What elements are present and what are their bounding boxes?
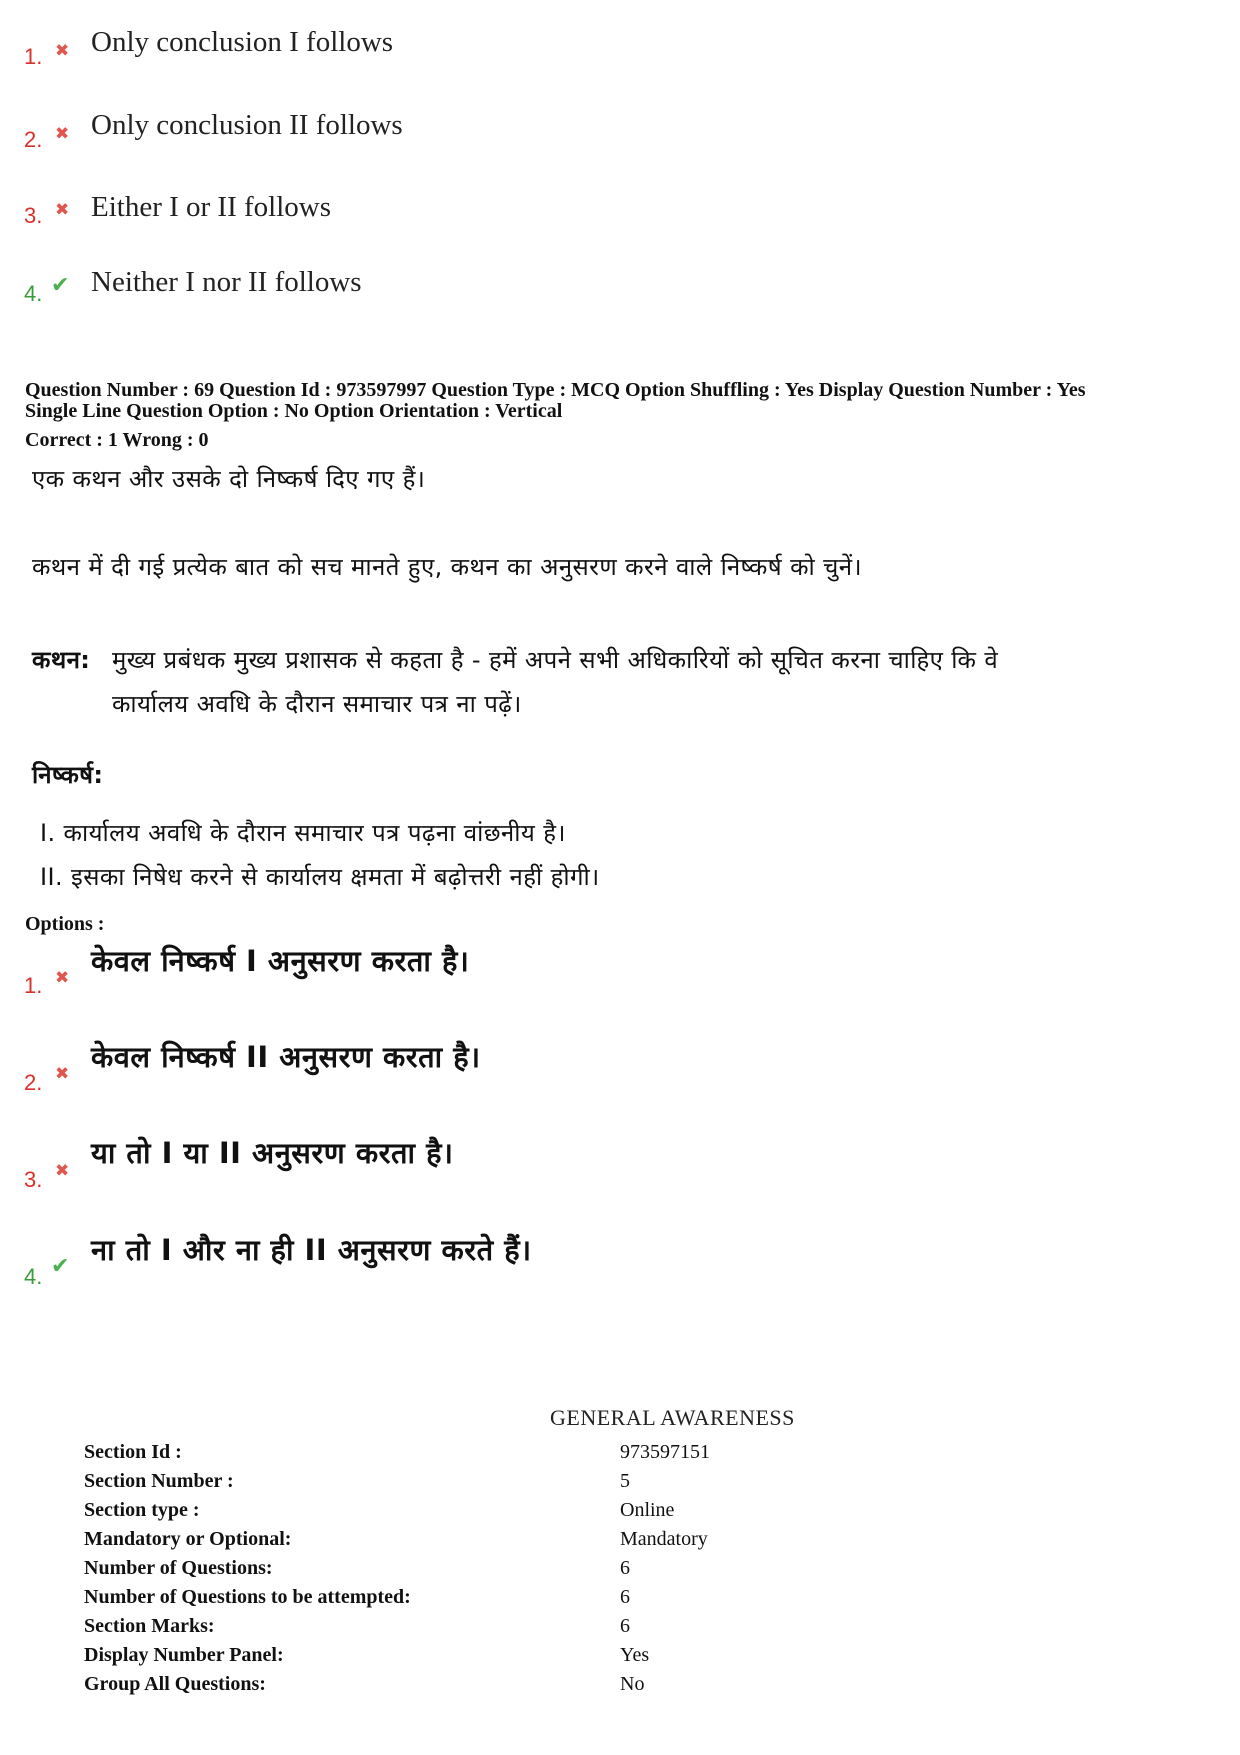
option-number: 1. — [24, 973, 43, 998]
option-text: केवल निष्कर्ष II अनुसरण करता है। — [91, 1040, 481, 1074]
section-key: Section Number : — [84, 1470, 234, 1492]
section-key: Number of Questions: — [84, 1557, 273, 1579]
option-number: 2. — [24, 127, 43, 152]
option-text: ना तो I और ना ही II अनुसरण करते हैं। — [91, 1233, 532, 1267]
section-value: No — [620, 1673, 645, 1695]
statement-label: कथन: — [32, 646, 91, 674]
option-text: या तो I या II अनुसरण करता है। — [91, 1136, 454, 1170]
option-number: 3. — [24, 203, 43, 228]
section-key: Section type : — [84, 1499, 200, 1521]
cross-icon: ✖ — [55, 200, 70, 220]
prev-option-4 — [24, 281, 42, 307]
question-meta-line1: Question Number : 69 Question Id : 973597997 Question Type : MCQ Option Shuffling : Yes Display Question Number : Yes — [25, 379, 1086, 401]
section-key: Group All Questions: — [84, 1673, 266, 1695]
section-value: 6 — [620, 1586, 630, 1608]
question-meta-line2: Single Line Question Option : No Option Orientation : Vertical — [25, 400, 563, 422]
conclusion-1: I. कार्यालय अवधि के दौरान समाचार पत्र पढ़ना वांछनीय है। — [40, 819, 566, 847]
section-title: GENERAL AWARENESS — [550, 1405, 795, 1430]
cross-icon: ✖ — [55, 968, 70, 988]
check-icon: ✔ — [51, 1254, 70, 1279]
option-text: Only conclusion II follows — [91, 109, 403, 141]
section-value: 6 — [620, 1615, 630, 1637]
section-key: Mandatory or Optional: — [84, 1528, 292, 1550]
section-value: 973597151 — [620, 1441, 710, 1463]
section-value: Online — [620, 1499, 675, 1521]
option-text: Neither I nor II follows — [91, 266, 362, 298]
question-meta-line3: Correct : 1 Wrong : 0 — [25, 429, 209, 451]
section-value: Mandatory — [620, 1528, 708, 1550]
prev-option-3 — [24, 203, 42, 229]
section-key: Number of Questions to be attempted: — [84, 1586, 411, 1608]
option-number: 1. — [24, 44, 43, 69]
option-number: 2. — [24, 1070, 43, 1095]
conclusion-2: II. इसका निषेध करने से कार्यालय क्षमता में बढ़ोत्तरी नहीं होगी। — [40, 863, 600, 891]
cross-icon: ✖ — [55, 41, 70, 61]
option-text: Either I or II follows — [91, 191, 331, 223]
statement-line2: कार्यालय अवधि के दौरान समाचार पत्र ना पढ़ें। — [112, 690, 522, 718]
option-number: 3. — [24, 1167, 43, 1192]
question-instruction: कथन में दी गई प्रत्येक बात को सच मानते हुए, कथन का अनुसरण करने वाले निष्कर्ष को चुनें। — [32, 553, 862, 581]
section-value: 6 — [620, 1557, 630, 1579]
check-icon: ✔ — [51, 273, 70, 298]
prev-option-2 — [24, 127, 42, 153]
cross-icon: ✖ — [55, 1064, 70, 1084]
section-key: Section Id : — [84, 1441, 182, 1463]
section-key: Section Marks: — [84, 1615, 215, 1637]
conclusions-label: निष्कर्ष: — [32, 761, 104, 789]
question-intro: एक कथन और उसके दो निष्कर्ष दिए गए हैं। — [32, 465, 426, 493]
prev-option-1 — [24, 44, 42, 70]
section-value: Yes — [620, 1644, 650, 1666]
section-value: 5 — [620, 1470, 630, 1492]
options-label: Options : — [25, 913, 105, 935]
option-number: 4. — [24, 281, 43, 306]
section-key: Display Number Panel: — [84, 1644, 284, 1666]
option-number: 4. — [24, 1264, 43, 1289]
statement-line1: मुख्य प्रबंधक मुख्य प्रशासक से कहता है - हमें अपने सभी अधिकारियों को सूचित करना चाहिए कि वे — [112, 646, 999, 674]
option-text: केवल निष्कर्ष I अनुसरण करता है। — [91, 944, 470, 978]
cross-icon: ✖ — [55, 124, 70, 144]
cross-icon: ✖ — [55, 1161, 70, 1181]
option-text: Only conclusion I follows — [91, 26, 394, 58]
